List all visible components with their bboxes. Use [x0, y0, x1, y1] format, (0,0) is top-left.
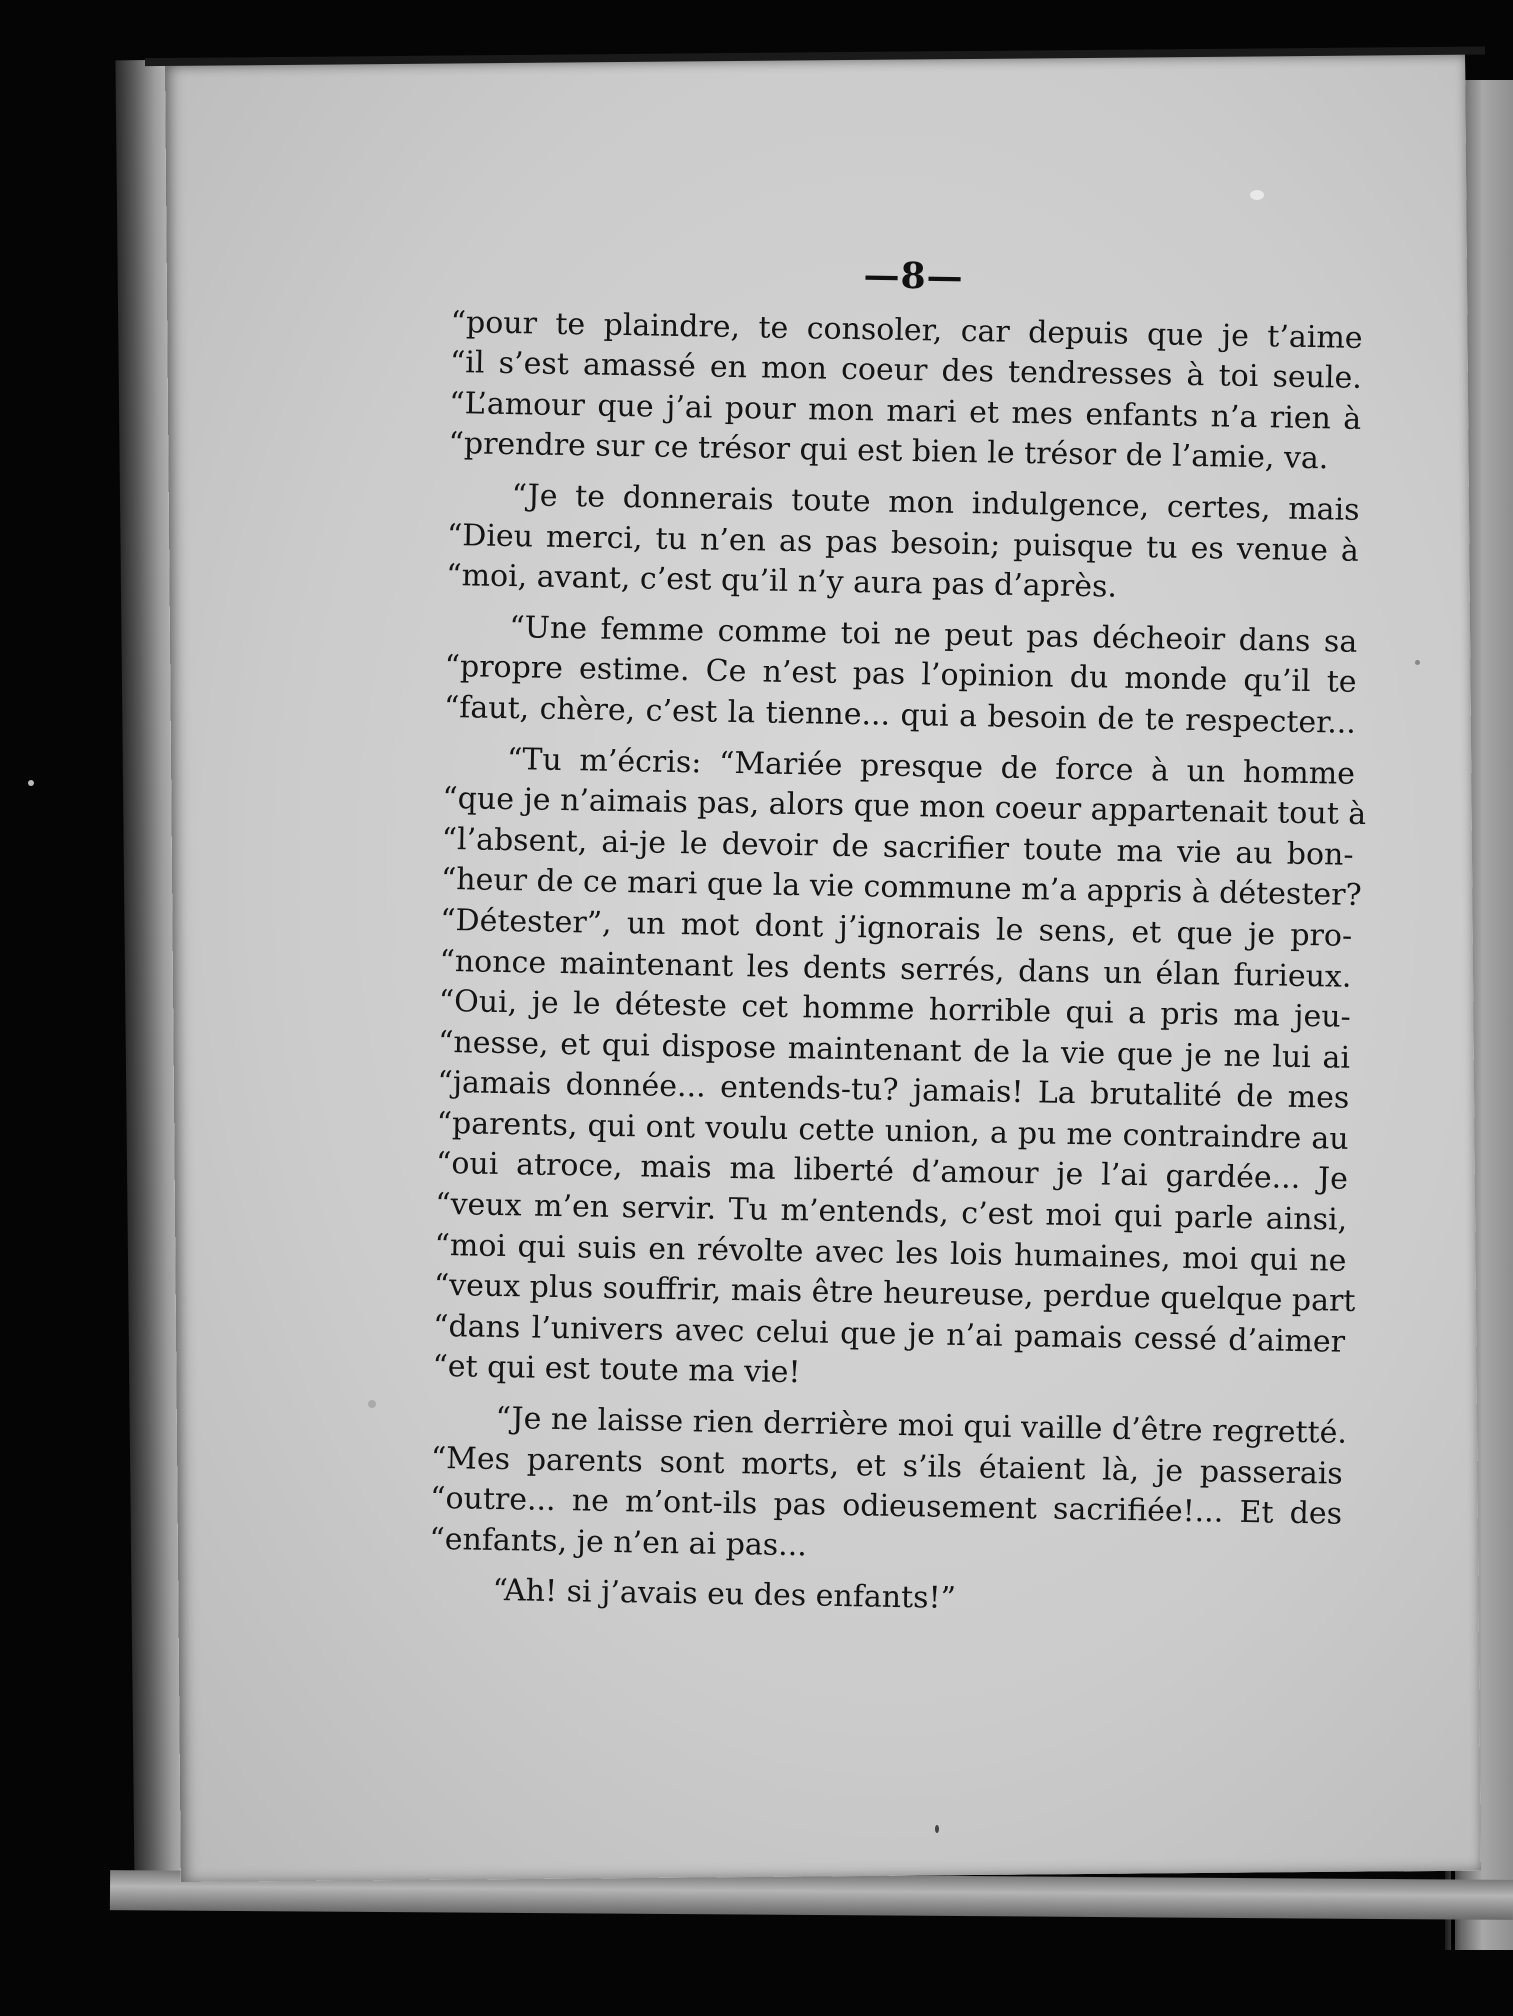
text-line: “enfants, je n’en ai pas...: [429, 1521, 808, 1564]
text-line: “oui atroce, mais ma liberté d’amour je l’ai gardée... Je: [435, 1146, 1349, 1198]
text-line: “Ah! si j’avais eu des enfants!”: [492, 1573, 957, 1617]
text-line: “Oui, je le déteste cet homme horrible qui a pris ma jeu-: [438, 983, 1352, 1035]
paragraph: [432, 738, 1367, 1403]
text-line: “veux plus souffrir, mais être heureuse, perdue quelque part: [433, 1268, 1356, 1320]
text-line: “heur de ce mari que la vie commune m’a appris à détester?: [440, 862, 1362, 914]
paragraph: [448, 303, 1363, 481]
text-line: “Dieu merci, tu n’en as pas besoin; puisque tu es venue à: [446, 517, 1360, 569]
paragraph: [446, 475, 1360, 613]
text-line: “il s’est amassé en mon coeur des tendresses à toi seule.: [449, 345, 1363, 397]
text-line: “Une femme comme toi ne peut pas décheoir dans sa: [509, 609, 1358, 660]
scan-speck: [1250, 190, 1264, 200]
text-line: “prendre sur ce trésor qui est bien le trésor de l’amie, va.: [448, 426, 1329, 477]
text-line: “dans l’univers avec celui que je n’ai pamais cessé d’aimer: [432, 1308, 1346, 1360]
page-text-block: [428, 248, 1367, 1627]
paragraph: [429, 1398, 1348, 1576]
text-line: “Détester”, un mot dont j’ignorais le sens, et que je pro-: [439, 902, 1353, 954]
text-line: “parents, qui ont voulu cette union, a pu me contraindre au: [436, 1105, 1349, 1157]
text-line: “moi, avant, c’est qu’il n’y aura pas d’après.: [445, 558, 1118, 605]
text-line: “L’amour que j’ai pour mon mari et mes enfants n’a rien à: [448, 385, 1362, 437]
text-line: “jamais donnée... entends-tu? jamais! La brutalité de mes: [437, 1065, 1350, 1117]
text-line: “faut, chère, c’est la tienne... qui a besoin de te respecter...: [443, 689, 1357, 741]
text-line: “l’absent, ai-je le devoir de sacrifier toute ma vie au bon-: [441, 821, 1354, 873]
text-line: “Tu m’écris: “Mariée presque de force à un homme: [506, 741, 1356, 792]
text-line: “nesse, et qui dispose maintenant de la vie que je ne lui ai: [437, 1024, 1351, 1076]
text-line: “Je te donnerais toute mon indulgence, certes, mais: [511, 478, 1360, 528]
page-number: —8—: [863, 254, 964, 298]
text-line: “Je ne laisse rien derrière moi qui vaille d’être regretté.: [495, 1400, 1348, 1451]
text-line: “veux m’en servir. Tu m’entends, c’est moi qui parle ainsi,: [435, 1186, 1348, 1238]
text-line: “et qui est toute ma vie!: [432, 1349, 801, 1391]
scan-speck: [28, 780, 34, 786]
text-line: “que je n’aimais pas, alors que mon coeur appartenait tout à: [442, 781, 1367, 833]
text-line: “Mes parents sont morts, et s’ils étaient là, je passerais: [430, 1440, 1344, 1492]
text-line: “propre estime. Ce n’est pas l’opinion du monde qu’il te: [444, 649, 1357, 701]
text-line: “outre... ne m’ont-ils pas odieusement sacrifiée!... Et des: [429, 1481, 1343, 1532]
scan-speck: [1415, 660, 1420, 665]
scan-speck: [935, 1825, 939, 1833]
text-line: “nonce maintenant les dents serrés, dans un élan furieux.: [439, 943, 1352, 995]
text-line: “pour te plaindre, te consoler, car depuis que je t’aime: [450, 304, 1363, 356]
text-line: “moi qui suis en révolte avec les lois humaines, moi qui ne: [434, 1227, 1347, 1279]
paragraph: [444, 607, 1358, 745]
scan-speck: [368, 1400, 376, 1408]
